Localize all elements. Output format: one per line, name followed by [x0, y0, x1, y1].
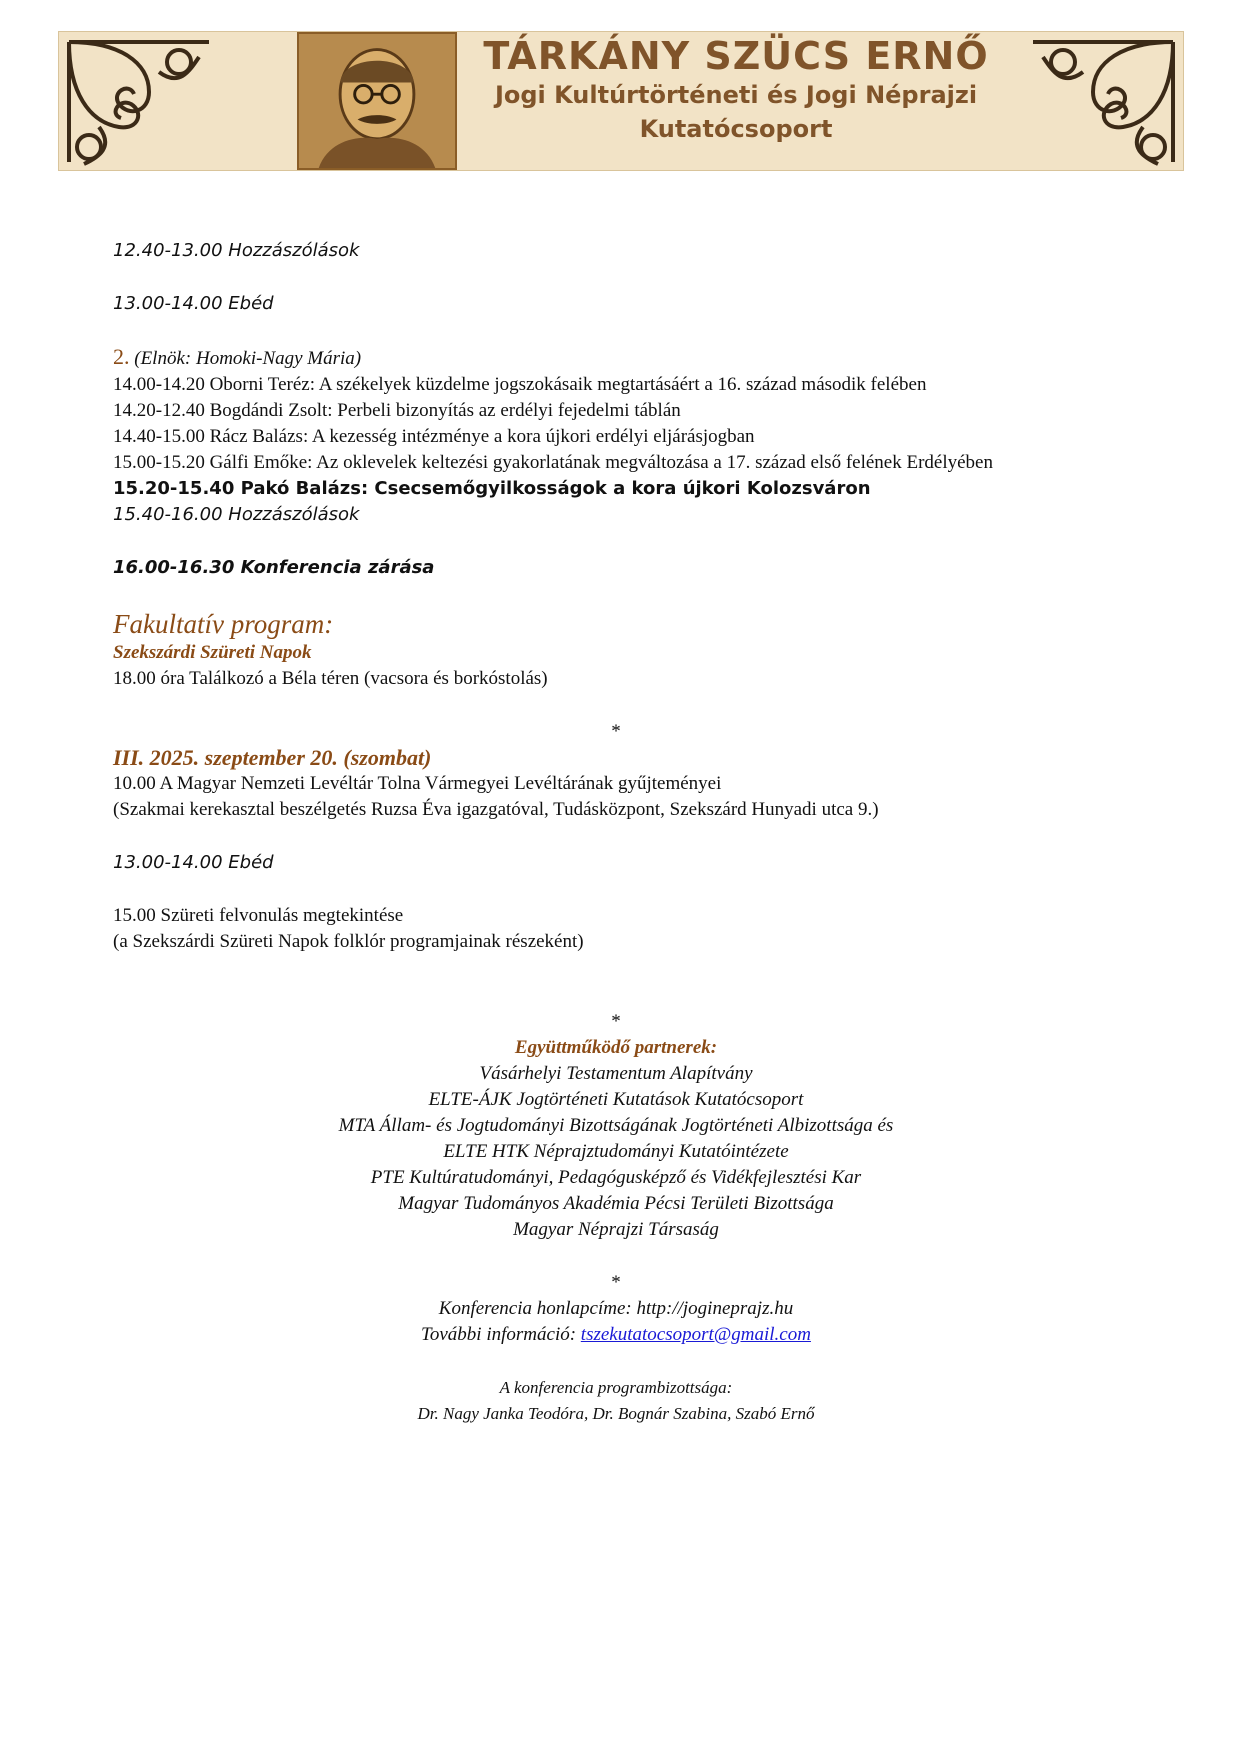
- partner-item: PTE Kultúratudományi, Pedagógusképző és Vidékfejlesztési Kar: [370, 1167, 862, 1188]
- email-link[interactable]: tszekutatocsoport@gmail.com: [580, 1324, 811, 1345]
- optional-program-event: Szekszárdi Szüreti Napok: [113, 642, 312, 663]
- optional-program-detail: 18.00 óra Találkozó a Béla téren (vacsora és borkóstolás): [113, 668, 548, 689]
- partner-item: MTA Állam- és Jogtudományi Bizottságának Jogtörténeti Albizottsága és: [338, 1115, 894, 1136]
- session-2-heading: [113, 344, 1119, 372]
- website-line: Konferencia honlapcíme: http://jogineprajz.hu: [438, 1298, 794, 1319]
- committee-members: Dr. Nagy Janka Teodóra, Dr. Bognár Szabina, Szabó Ernő: [417, 1404, 815, 1423]
- partner-item: Magyar Tudományos Akadémia Pécsi Területi Bizottsága: [398, 1193, 834, 1214]
- partner-item: ELTE-ÁJK Jogtörténeti Kutatások Kutatócsoport: [428, 1089, 804, 1110]
- header-banner: [58, 31, 1184, 171]
- program-content: [113, 238, 1119, 1427]
- closing-slot: 16.00-16.30 Konferencia zárása: [113, 557, 435, 578]
- talk-item: 14.00-14.20 Oborni Teréz: A székelyek küzdelme jogszokásaik megtartásáért a 16. század második felében: [113, 374, 927, 395]
- optional-program-heading: Fakultatív program:: [113, 609, 334, 639]
- day-3-item-1: 10.00 A Magyar Nemzeti Levéltár Tolna Vármegyei Levéltárának gyűjteményei: [113, 773, 722, 794]
- partners-heading: Együttműködő partnerek:: [514, 1037, 718, 1058]
- comments-slot-1: 12.40-13.00 Hozzászólások: [113, 240, 360, 261]
- partner-item: Magyar Néprajzi Társaság: [513, 1219, 719, 1240]
- banner-title-main: TÁRKÁNY SZÜCS ERNŐ: [483, 34, 989, 78]
- committee-heading: A konferencia programbizottsága:: [499, 1378, 733, 1397]
- banner-subtitle-2: Kutatócsoport: [639, 115, 833, 143]
- lunch-slot-1: 13.00-14.00 Ebéd: [113, 293, 274, 314]
- partner-item: Vásárhelyi Testamentum Alapítvány: [479, 1063, 753, 1084]
- ornament-right-icon: [1023, 32, 1183, 170]
- day-3-item-2: 15.00 Szüreti felvonulás megtekintése: [113, 905, 404, 926]
- talk-item: 14.40-15.00 Rácz Balázs: A kezesség intézménye a kora újkori erdélyi eljárásjogban: [113, 426, 755, 447]
- talk-item: 15.20-15.40 Pakó Balázs: Csecsemőgyilkosságok a kora újkori Kolozsváron: [113, 478, 871, 499]
- day-3-lunch: 13.00-14.00 Ebéd: [113, 852, 274, 873]
- more-info-line: [113, 1322, 1119, 1348]
- talk-item: 14.20-12.40 Bogdándi Zsolt: Perbeli bizonyítás az erdélyi fejedelmi táblán: [113, 400, 681, 421]
- banner-subtitle-1: Jogi Kultúrtörténeti és Jogi Néprajzi: [494, 81, 978, 109]
- separator: *: [611, 1011, 621, 1032]
- comments-slot-2: 15.40-16.00 Hozzászólások: [113, 504, 360, 525]
- session-2-number: 2.: [113, 344, 130, 369]
- session-2-chair: (Elnök: Homoki-Nagy Mária): [134, 348, 362, 369]
- banner-title: [459, 34, 1013, 146]
- separator: *: [611, 1272, 621, 1293]
- more-info-label: További információ:: [421, 1324, 577, 1345]
- day-3-item-2-note: (a Szekszárdi Szüreti Napok folklór programjainak részeként): [113, 931, 584, 952]
- ornament-left-icon: [59, 32, 219, 170]
- talk-item: 15.00-15.20 Gálfi Emőke: Az oklevelek keltezési gyakorlatának megváltozása a 17. század első felének Erdélyében: [113, 452, 993, 473]
- portrait-image: [297, 32, 457, 170]
- day-3-heading: III. 2025. szeptember 20. (szombat): [113, 745, 432, 770]
- day-3-item-1-note: (Szakmai kerekasztal beszélgetés Ruzsa Éva igazgatóval, Tudásközpont, Szekszárd Hunyadi utca 9.): [113, 799, 879, 820]
- separator: *: [611, 721, 621, 742]
- partner-item: ELTE HTK Néprajztudományi Kutatóintézete: [443, 1141, 789, 1162]
